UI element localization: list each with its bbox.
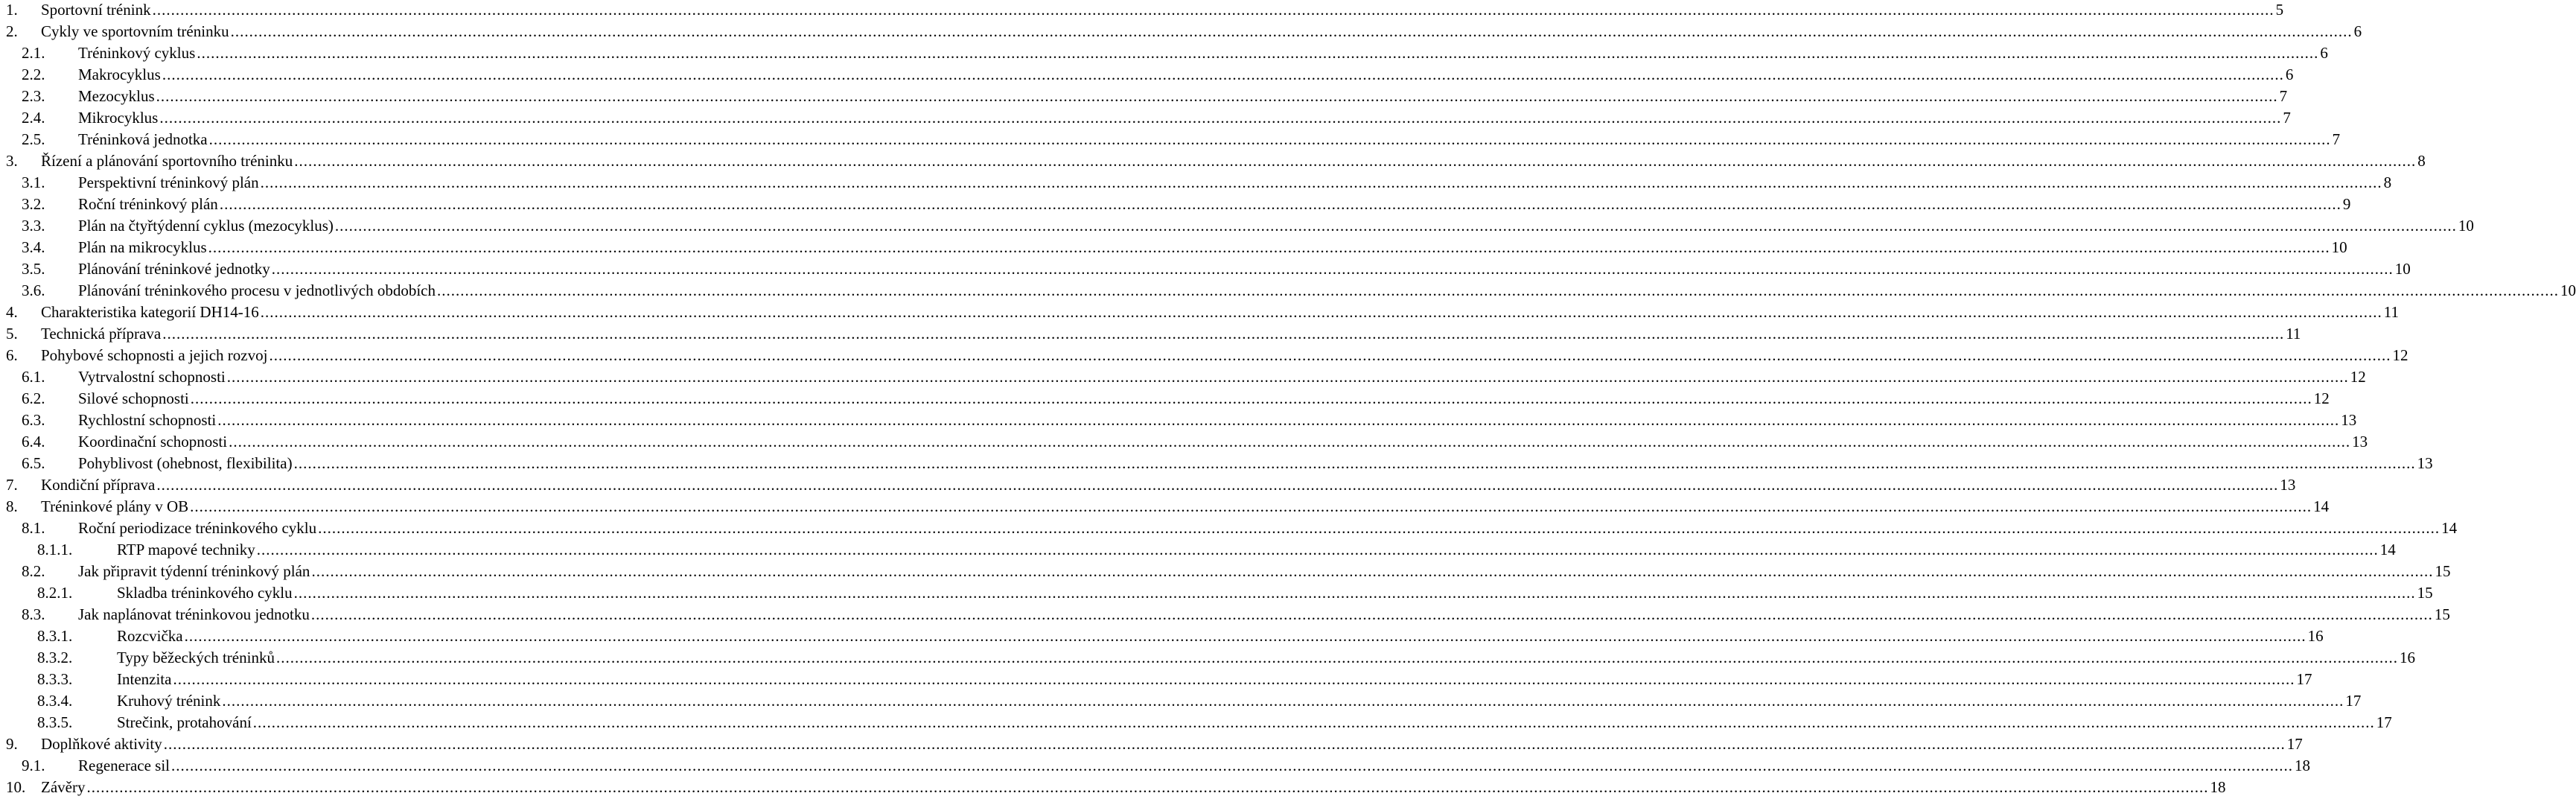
toc-entry-number: 3.2. bbox=[22, 195, 45, 213]
toc-entry-number: 1. bbox=[6, 1, 18, 19]
toc-entry[interactable] bbox=[0, 690, 2362, 712]
toc-entry-page: 10 bbox=[2331, 238, 2347, 256]
toc-entry-title: Charakteristika kategorií DH14-16 bbox=[41, 303, 259, 321]
toc-entry[interactable] bbox=[0, 237, 2347, 258]
toc-dot-leader bbox=[209, 129, 2331, 150]
toc-entry-number: 6.3. bbox=[22, 411, 45, 429]
toc-entry[interactable] bbox=[0, 496, 2330, 518]
toc-entry-page: 12 bbox=[2392, 346, 2408, 364]
toc-entry[interactable] bbox=[0, 280, 2576, 302]
toc-entry-page: 15 bbox=[2435, 562, 2451, 580]
toc-entry-page: 13 bbox=[2341, 411, 2357, 429]
toc-entry-title: Tréninkové plány v OB bbox=[41, 497, 189, 515]
toc-entry-page: 14 bbox=[2313, 497, 2330, 515]
toc-entry-number: 6. bbox=[6, 346, 18, 364]
toc-entry-number: 2.3. bbox=[22, 87, 45, 105]
toc-entry-title: Cykly ve sportovním tréninku bbox=[41, 22, 229, 40]
toc-entry-title: Plán na mikrocyklus bbox=[78, 238, 207, 256]
toc-entry-page: 6 bbox=[2353, 22, 2362, 40]
toc-entry[interactable] bbox=[0, 107, 2291, 129]
toc-entry-title: Kondiční příprava bbox=[41, 476, 156, 494]
toc-entry-title: Pohyblivost (ohebnost, flexibilita) bbox=[78, 454, 293, 472]
toc-entry-title: Doplňkové aktivity bbox=[41, 735, 162, 753]
toc-dot-leader bbox=[156, 86, 2278, 107]
toc-dot-leader bbox=[86, 777, 2208, 798]
toc-entry-number: 3.6. bbox=[22, 281, 45, 299]
toc-entry[interactable] bbox=[0, 345, 2408, 366]
toc-entry-title: Tréninkový cyklus bbox=[78, 44, 196, 62]
toc-entry-title: Perspektivní tréninkový plán bbox=[78, 174, 259, 191]
toc-entry-title: Typy běžeckých tréninků bbox=[117, 649, 275, 666]
toc-entry-title: Koordinační schopnosti bbox=[78, 433, 228, 451]
toc-entry[interactable] bbox=[0, 86, 2288, 107]
toc-dot-leader bbox=[197, 42, 2318, 64]
toc-entry-number: 9. bbox=[6, 735, 18, 753]
toc-entry[interactable] bbox=[0, 64, 2294, 86]
toc-entry-page: 13 bbox=[2280, 476, 2296, 494]
toc-dot-leader bbox=[227, 366, 2349, 388]
toc-entry-number: 8. bbox=[6, 497, 18, 515]
toc-entry-page: 12 bbox=[2350, 368, 2366, 386]
toc-entry-page: 7 bbox=[2279, 87, 2288, 105]
toc-entry-number: 6.5. bbox=[22, 454, 45, 472]
toc-entry-page: 8 bbox=[2417, 152, 2426, 170]
toc-entry-page: 6 bbox=[2320, 44, 2328, 62]
toc-entry-number: 8.1. bbox=[22, 519, 45, 537]
toc-dot-leader bbox=[294, 582, 2416, 604]
toc-entry-page: 15 bbox=[2417, 584, 2433, 602]
toc-entry-number: 8.2.1. bbox=[37, 584, 73, 602]
toc-entry[interactable] bbox=[0, 777, 2226, 798]
toc-entry[interactable] bbox=[0, 625, 2324, 647]
toc-entry-title: Roční periodizace tréninkového cyklu bbox=[78, 519, 317, 537]
toc-entry-number: 2.4. bbox=[22, 109, 45, 127]
toc-entry-number: 8.1.1. bbox=[37, 541, 73, 558]
toc-entry-title: Plán na čtyřtýdenní cyklus (mezocyklus) bbox=[78, 217, 334, 235]
toc-entry[interactable] bbox=[0, 712, 2392, 733]
toc-entry-page: 12 bbox=[2313, 389, 2330, 407]
toc-entry-title: Mezocyklus bbox=[78, 87, 155, 105]
toc-entry[interactable] bbox=[0, 42, 2328, 64]
toc-entry-page: 16 bbox=[2307, 627, 2324, 645]
toc-entry-page: 15 bbox=[2434, 605, 2450, 623]
toc-entry-page: 10 bbox=[2458, 217, 2474, 235]
toc-entry[interactable] bbox=[0, 0, 2284, 21]
toc-entry-title: Rychlostní schopnosti bbox=[78, 411, 217, 429]
toc-entry-number: 8.3.4. bbox=[37, 692, 73, 710]
toc-dot-leader bbox=[276, 647, 2398, 669]
toc-entry[interactable] bbox=[0, 302, 2399, 323]
toc-dot-leader bbox=[208, 237, 2330, 258]
toc-entry[interactable] bbox=[0, 453, 2433, 474]
toc-entry-number: 5. bbox=[6, 325, 18, 343]
toc-entry[interactable] bbox=[0, 215, 2474, 237]
toc-dot-leader bbox=[171, 755, 2293, 777]
toc-dot-leader bbox=[294, 150, 2416, 172]
toc-dot-leader bbox=[261, 302, 2382, 323]
toc-entry-title: Regenerace sil bbox=[78, 757, 170, 774]
toc-dot-leader bbox=[318, 518, 2440, 539]
toc-dot-leader bbox=[257, 539, 2379, 561]
toc-entry[interactable] bbox=[0, 755, 2311, 777]
toc-entry-page: 5 bbox=[2275, 1, 2284, 19]
toc-entry-number: 6.4. bbox=[22, 433, 45, 451]
toc-dot-leader bbox=[253, 712, 2375, 733]
toc-dot-leader bbox=[222, 690, 2344, 712]
toc-entry-number: 7. bbox=[6, 476, 18, 494]
toc-entry-page: 17 bbox=[2286, 735, 2303, 753]
toc-dot-leader bbox=[153, 0, 2274, 21]
toc-entry-number: 6.2. bbox=[22, 389, 45, 407]
toc-entry-page: 17 bbox=[2345, 692, 2362, 710]
toc-entry-page: 13 bbox=[2352, 433, 2368, 451]
toc-entry-number: 2. bbox=[6, 22, 18, 40]
toc-entry-page: 13 bbox=[2417, 454, 2433, 472]
toc-entry-page: 10 bbox=[2560, 281, 2576, 299]
toc-dot-leader bbox=[185, 625, 2306, 647]
toc-entry[interactable] bbox=[0, 172, 2392, 194]
toc-entry-number: 8.3. bbox=[22, 605, 45, 623]
toc-entry-title: Silové schopnosti bbox=[78, 389, 189, 407]
toc-dot-leader bbox=[231, 21, 2353, 42]
toc-entry[interactable] bbox=[0, 539, 2396, 561]
toc-entry[interactable] bbox=[0, 21, 2362, 42]
toc-dot-leader bbox=[311, 604, 2433, 625]
toc-entry-title: Roční tréninkový plán bbox=[78, 195, 218, 213]
toc-dot-leader bbox=[437, 280, 2559, 302]
toc-entry-title: Tréninková jednotka bbox=[78, 130, 208, 148]
toc-entry-number: 8.3.2. bbox=[37, 649, 73, 666]
toc-entry-page: 11 bbox=[2383, 303, 2399, 321]
toc-entry-number: 8.3.3. bbox=[37, 670, 73, 688]
toc-entry-title: Strečink, protahování bbox=[117, 713, 252, 731]
toc-entry-title: Makrocyklus bbox=[78, 66, 161, 83]
toc-entry-page: 18 bbox=[2210, 778, 2226, 796]
toc-entry-number: 3.3. bbox=[22, 217, 45, 235]
toc-entry-page: 17 bbox=[2296, 670, 2312, 688]
toc-entry[interactable] bbox=[0, 431, 2368, 453]
toc-entry-page: 6 bbox=[2285, 66, 2294, 83]
toc-entry-page: 14 bbox=[2379, 541, 2396, 558]
toc-entry-page: 16 bbox=[2399, 649, 2415, 666]
toc-entry[interactable] bbox=[0, 388, 2330, 410]
toc-dot-leader bbox=[294, 453, 2416, 474]
toc-entry-title: Intenzita bbox=[117, 670, 172, 688]
toc-entry-page: 11 bbox=[2286, 325, 2301, 343]
toc-dot-leader bbox=[335, 215, 2457, 237]
toc-entry-number: 10. bbox=[6, 778, 26, 796]
toc-entry-title: Skladba tréninkového cyklu bbox=[117, 584, 293, 602]
toc-entry-title: Mikrocyklus bbox=[78, 109, 159, 127]
toc-dot-leader bbox=[190, 496, 2312, 518]
toc-dot-leader bbox=[311, 561, 2433, 582]
toc-entry-title: Jak naplánovat tréninkovou jednotku bbox=[78, 605, 310, 623]
toc-entry-number: 3.4. bbox=[22, 238, 45, 256]
toc-entry-number: 3. bbox=[6, 152, 18, 170]
toc-entry-page: 17 bbox=[2376, 713, 2392, 731]
toc-entry-title: Sportovní trénink bbox=[41, 1, 151, 19]
toc-entry[interactable] bbox=[0, 582, 2433, 604]
toc-entry-number: 2.2. bbox=[22, 66, 45, 83]
toc-entry-page: 9 bbox=[2342, 195, 2351, 213]
toc-entry-number: 2.1. bbox=[22, 44, 45, 62]
toc-entry-title: Řízení a plánování sportovního tréninku bbox=[41, 152, 293, 170]
toc-entry[interactable] bbox=[0, 604, 2450, 625]
toc-entry[interactable] bbox=[0, 518, 2458, 539]
toc-entry[interactable] bbox=[0, 194, 2351, 215]
toc-entry-title: Vytrvalostní schopnosti bbox=[78, 368, 226, 386]
toc-dot-leader bbox=[220, 194, 2341, 215]
toc-entry[interactable] bbox=[0, 474, 2296, 496]
toc-dot-leader bbox=[173, 669, 2295, 690]
toc-entry-page: 14 bbox=[2441, 519, 2458, 537]
toc-dot-leader bbox=[162, 323, 2284, 345]
toc-dot-leader bbox=[159, 107, 2281, 129]
toc-entry-page: 8 bbox=[2383, 174, 2392, 191]
toc-dot-leader bbox=[229, 431, 2350, 453]
toc-entry-page: 10 bbox=[2394, 260, 2411, 278]
toc-entry-page: 7 bbox=[2283, 109, 2291, 127]
toc-dot-leader bbox=[261, 172, 2382, 194]
toc-entry-title: Technická příprava bbox=[41, 325, 162, 343]
toc-entry[interactable] bbox=[0, 410, 2357, 431]
toc-entry-number: 6.1. bbox=[22, 368, 45, 386]
toc-entry-number: 8.2. bbox=[22, 562, 45, 580]
toc-entry[interactable] bbox=[0, 129, 2341, 150]
toc-dot-leader bbox=[162, 64, 2284, 86]
toc-entry-title: Plánování tréninkového procesu v jednotlivých obdobích bbox=[78, 281, 436, 299]
toc-dot-leader bbox=[272, 258, 2394, 280]
toc-entry-title: Závěry bbox=[41, 778, 86, 796]
toc-dot-leader bbox=[191, 388, 2312, 410]
toc-entry[interactable] bbox=[0, 366, 2366, 388]
toc-dot-leader bbox=[217, 410, 2339, 431]
toc-entry-title: Rozcvička bbox=[117, 627, 183, 645]
toc-entry-title: Pohybové schopnosti a jejich rozvoj bbox=[41, 346, 268, 364]
toc-entry[interactable] bbox=[0, 733, 2303, 755]
toc-entry[interactable] bbox=[0, 561, 2451, 582]
toc-entry-page: 18 bbox=[2295, 757, 2311, 774]
toc-entry-number: 3.5. bbox=[22, 260, 45, 278]
toc-dot-leader bbox=[164, 733, 2286, 755]
toc-entry-title: Jak připravit týdenní tréninkový plán bbox=[78, 562, 310, 580]
toc-entry[interactable] bbox=[0, 647, 2415, 669]
toc-entry-title: Plánování tréninkové jednotky bbox=[78, 260, 270, 278]
toc-entry-number: 2.5. bbox=[22, 130, 45, 148]
toc-entry[interactable] bbox=[0, 258, 2411, 280]
toc-entry[interactable] bbox=[0, 669, 2312, 690]
toc-entry-number: 4. bbox=[6, 303, 18, 321]
toc-dot-leader bbox=[269, 345, 2391, 366]
toc-entry-title: Kruhový trénink bbox=[117, 692, 221, 710]
toc-entry-title: RTP mapové techniky bbox=[117, 541, 255, 558]
toc-entry-page: 7 bbox=[2332, 130, 2341, 148]
toc-entry[interactable] bbox=[0, 323, 2301, 345]
toc-entry-number: 8.3.5. bbox=[37, 713, 73, 731]
toc-entry-number: 8.3.1. bbox=[37, 627, 73, 645]
toc-entry[interactable] bbox=[0, 150, 2426, 172]
toc-entry-number: 9.1. bbox=[22, 757, 45, 774]
toc-dot-leader bbox=[156, 474, 2278, 496]
toc-entry-number: 3.1. bbox=[22, 174, 45, 191]
